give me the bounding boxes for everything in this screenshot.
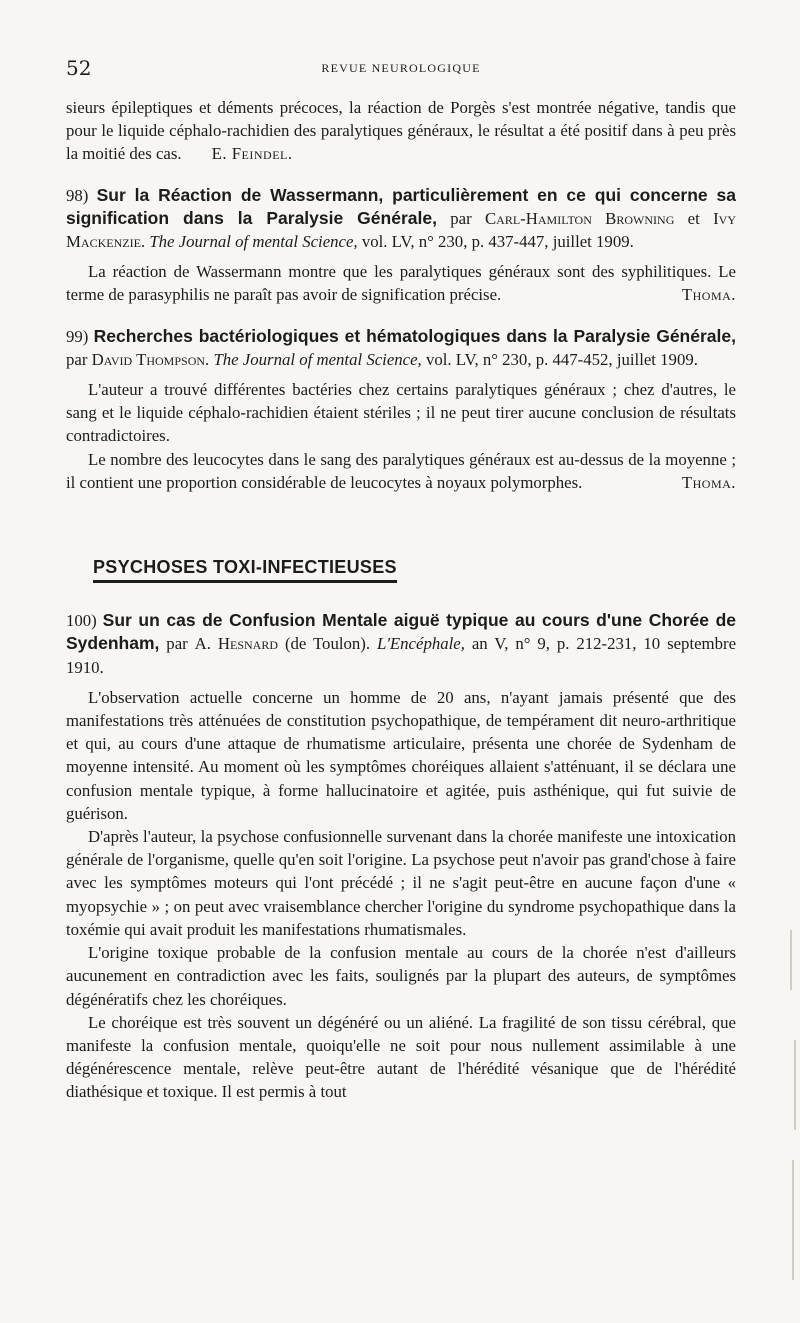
- entry-authors-2: Ivy Mackenzie.: [66, 208, 736, 252]
- entry-number: 99): [66, 326, 89, 346]
- carryover-signature: E. Feindel.: [211, 144, 293, 164]
- entry-signature: Thoma.: [681, 472, 736, 492]
- entry-by: par: [450, 208, 472, 228]
- entry-journal: The Journal of mental Science,: [213, 349, 422, 369]
- entry-98-heading: [66, 184, 736, 254]
- carryover-text: sieurs épileptiques et déments précoces, la réaction de Porgès s'est montrée négative, tandis que pour le liquide céphalo-rachidien des paralytiques généraux, le résultat a été positif dans à peu près la moitié des cas.: [66, 98, 736, 164]
- scan-edge-marks: [786, 900, 800, 1320]
- entry-99-paragraph-1: L'auteur a trouvé différentes bactéries chez certains paralytiques généraux ; chez d'autres, le sang et le liquide céphalo-rachidien étaient stériles ; il ne peut tirer aucune conclusion de résultats contradictoires.: [66, 380, 736, 446]
- entry-authors: A. Hesnard: [194, 634, 279, 654]
- abstract-entry-98: [66, 184, 736, 307]
- entry-authors: Carl-Hamilton Browning: [484, 208, 675, 228]
- abstract-entry-100: [66, 609, 736, 1103]
- entry-100-paragraph-4: Le choréique est très souvent un dégénéré ou un aliéné. La fragilité de son tissu cérébral, que manifeste la confusion mentale, quoiqu'elle ne soit pour nous nullement assimilable à une dégénérescence mentale, relève peut-être autant de l'hérédité vésanique que de l'hérédité diathésique et toxique. Il est permis à tout: [66, 1012, 736, 1102]
- entry-title: Sur la Réaction de Wassermann, particulièrement en ce qui concerne sa signification dans la Paralysie Générale,: [66, 184, 736, 228]
- entry-title: Recherches bactériologiques et hématologiques dans la Paralysie Générale,: [93, 325, 736, 346]
- entry-by: par: [66, 349, 88, 369]
- carryover-paragraph: [66, 96, 736, 166]
- entry-by: par: [166, 634, 188, 654]
- entry-number: 98): [66, 185, 89, 205]
- page-header: [66, 56, 736, 80]
- page-number: 52: [66, 56, 92, 80]
- entry-journal: L'Encéphale,: [376, 634, 465, 654]
- running-title: REVUE NEUROLOGIQUE: [321, 61, 481, 75]
- entry-citation: an V, n° 9, p. 212-231, 10 septembre 1910.: [66, 634, 737, 677]
- entry-title: Sur un cas de Confusion Mentale aiguë typique au cours d'une Chorée de Sydenham,: [66, 610, 736, 654]
- section-heading-text: PSYCHOSES TOXI-INFECTIEUSES: [93, 556, 397, 583]
- entry-100-paragraph-2: D'après l'auteur, la psychose confusionnelle survenant dans la chorée manifeste une intoxication générale de l'organisme, quelle qu'en soit l'origine. La psychose peut n'avoir pas grand'chose à faire avec les symptômes moteurs qui l'ont précédé ; il ne s'agit peut-être en aucune façon d'une « myopsychie » ; on peut avec vraisemblance chercher l'origine du syndrome psychopathique dans la toxémie qui avait produit les manifestations rhumatismales.: [66, 827, 736, 939]
- summary-text: Le nombre des leucocytes dans le sang des paralytiques généraux est au-dessus de la moyenne ; il contient une proportion considérable de leucocytes à noyaux polymorphes.: [66, 449, 736, 492]
- entry-100-paragraph-3: L'origine toxique probable de la confusion mentale au cours de la chorée n'est d'ailleurs aucunement en contradiction avec les faits, soulignés par la plupart des auteurs, de symptômes dégénératifs chez les choréiques.: [66, 943, 736, 1009]
- entry-98-summary: [66, 260, 736, 306]
- entry-citation: vol. LV, n° 230, p. 437-447, juillet 1909.: [361, 232, 634, 252]
- page-body: [66, 96, 736, 1104]
- entry-journal: The Journal of mental Science,: [149, 232, 358, 252]
- entry-number: 100): [66, 611, 97, 631]
- entry-authors: David Thompson.: [91, 349, 210, 369]
- entry-99-heading: [66, 325, 736, 371]
- entry-signature: Thoma.: [681, 285, 736, 305]
- entry-and: et: [687, 208, 700, 228]
- section-heading: [66, 556, 736, 583]
- entry-citation: vol. LV, n° 230, p. 447-452, juillet 1909.: [425, 349, 698, 369]
- entry-100-paragraph-1: L'observation actuelle concerne un homme de 20 ans, n'ayant jamais présenté que des manifestations très atténuées de constitution psychopathique, de tempérament dit neuro-arthritique et qui, au cours d'une attaque de rhumatisme articulaire, présenta une chorée de Sydenham de moyenne intensité. Au moment où les symptômes choréiques allaient s'atténuant, il se déclara une confusion mentale typique, à forme hallucinatoire et agitée, puis asthénique, qui fut suivie de guérison.: [66, 687, 736, 823]
- entry-affiliation: (de Toulon).: [284, 634, 371, 654]
- summary-text: La réaction de Wassermann montre que les paralytiques généraux sont des syphilitiques. Le terme de parasyphilis ne paraît pas avoir de signification précise.: [66, 262, 736, 305]
- abstract-entry-99: [66, 325, 736, 494]
- entry-100-heading: [66, 609, 736, 679]
- entry-99-paragraph-2: [66, 448, 736, 494]
